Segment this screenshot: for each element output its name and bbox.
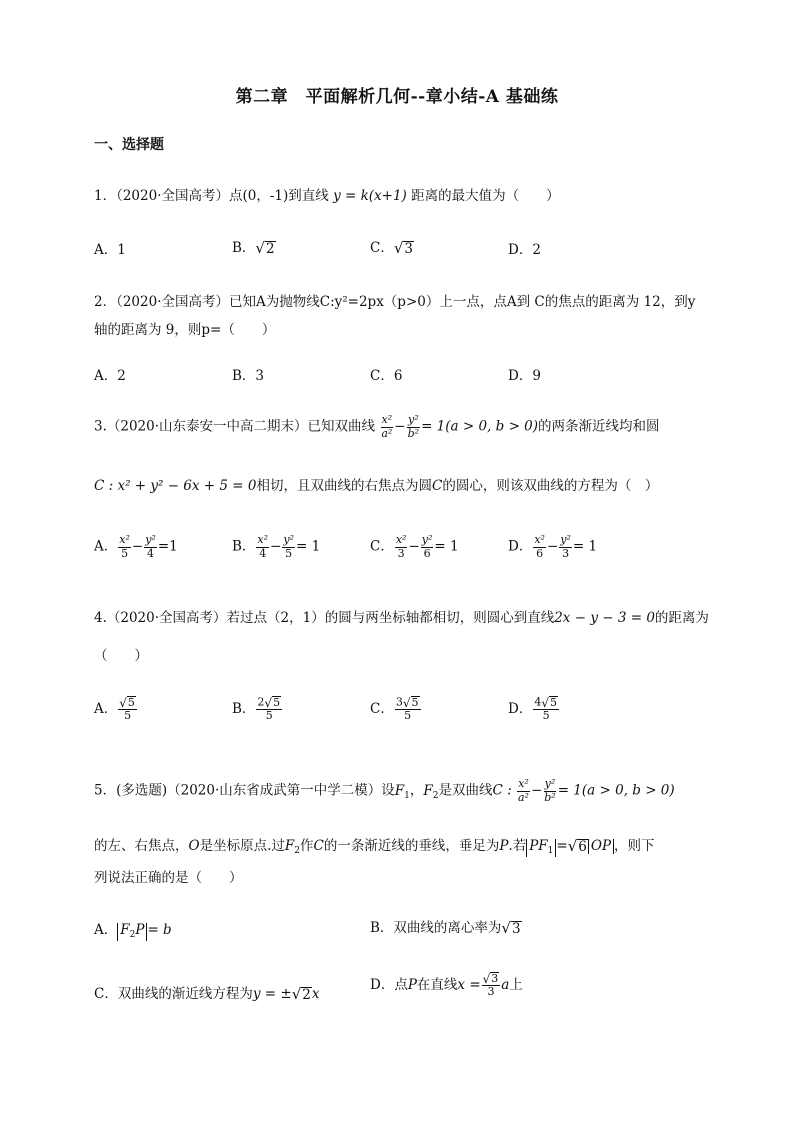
question-2-line-2: 轴的距离为 9，则p=（ ） xyxy=(94,322,276,338)
q3-option-b: B． $\frac{\text{x²}}{4}$ − $\frac{\text{y²}}{5}$ = 1 xyxy=(232,533,321,560)
q2-option-b: B．3 xyxy=(232,368,265,384)
page-title: 第二章 平面解析几何--章小结-A 基础练 xyxy=(235,87,559,107)
q2-option-a: A．2 xyxy=(94,368,126,384)
question-1 xyxy=(94,184,560,204)
q4-option-d: D． 4 √ 5 5 xyxy=(508,695,557,723)
question-3-line-1: 3.（2020·山东泰安一中高二期末）已知双曲线 $\frac{\text{x²}}{\text{a²}}$ − $\frac{\text{y²}}{\text{b²}}$ = 1(a > 0, b > 0)的两条渐近线均和圆 xyxy=(94,413,660,440)
q2-option-c: C．6 xyxy=(370,368,403,384)
q5-option-b: B．双曲线的离心率为 √ 3 xyxy=(370,919,521,938)
q1-suffix: 距离的最大值为（ ） xyxy=(411,188,560,204)
question-5-line-1: 5．(多选题)（2020·山东省成武第一中学二模）设$F_1$，$F_2$是双曲线C : $\frac{\text{x²}}{\text{a²}}$ − $\frac{\text{y²}}{\text{b²}}$ = 1(a > 0, b > 0) xyxy=(94,777,675,804)
question-5-line-2: 的左、右焦点，O是坐标原点.过$F_2$作C的一条渐近线的垂线，垂足为P.若 $PF_1$ = √ 6 OP ，则下 xyxy=(94,837,655,856)
q2-option-d: D．9 xyxy=(508,368,541,384)
q5-option-a: A． $F_2P = b$ xyxy=(94,922,172,940)
question-4-line-2: （ ） xyxy=(94,648,148,664)
section-heading: 一、选择题 xyxy=(94,137,164,153)
question-4-line-1: 4.（2020·全国高考）若过点（2，1）的圆与两坐标轴都相切，则圆心到直线2x − y − 3 = 0的距离为 xyxy=(94,610,709,626)
q3-option-d: D． $\frac{\text{x²}}{6}$ − $\frac{\text{y²}}{3}$ = 1 xyxy=(508,533,598,560)
q1-option-c: C． √ 3 xyxy=(370,239,413,258)
q1-equation: y = k(x+1) xyxy=(333,188,407,204)
q1-text: 1．（2020·全国高考）点(0，-1)到直线 xyxy=(94,188,329,204)
q4-option-b: B． 2 √ 5 5 xyxy=(232,695,281,723)
q1-option-b: B． √ 2 xyxy=(232,239,275,258)
question-5-line-3: 列说法正确的是（ ） xyxy=(94,870,243,886)
q5-option-d: D．点P在直线x = √ 3 3 a上 xyxy=(370,972,523,999)
q5-option-c: C．双曲线的渐近线方程为y = ± √ 2 x xyxy=(94,985,320,1004)
question-3-line-2: C : x² + y² − 6x + 5 = 0相切，且双曲线的右焦点为圆C的圆心，则该双曲线的方程为（ ） xyxy=(94,478,659,494)
q4-option-c: C． 3 √ 5 5 xyxy=(370,695,419,723)
question-2-line-1: 2．（2020·全国高考）已知A为抛物线C:y²=2px（p>0）上一点，点A到 C的焦点的距离为 12，到y xyxy=(94,294,696,310)
q1-option-d: D．2 xyxy=(508,242,541,258)
q4-option-a: A． √ 5 5 xyxy=(94,696,135,723)
q3-option-c: C． $\frac{\text{x²}}{3}$ − $\frac{\text{y²}}{6}$ = 1 xyxy=(370,533,459,560)
q3-option-a: A． $\frac{\text{x²}}{5}$ − $\frac{\text{y²}}{4}$ =1 xyxy=(94,533,178,560)
q1-option-a: A．1 xyxy=(94,242,126,258)
